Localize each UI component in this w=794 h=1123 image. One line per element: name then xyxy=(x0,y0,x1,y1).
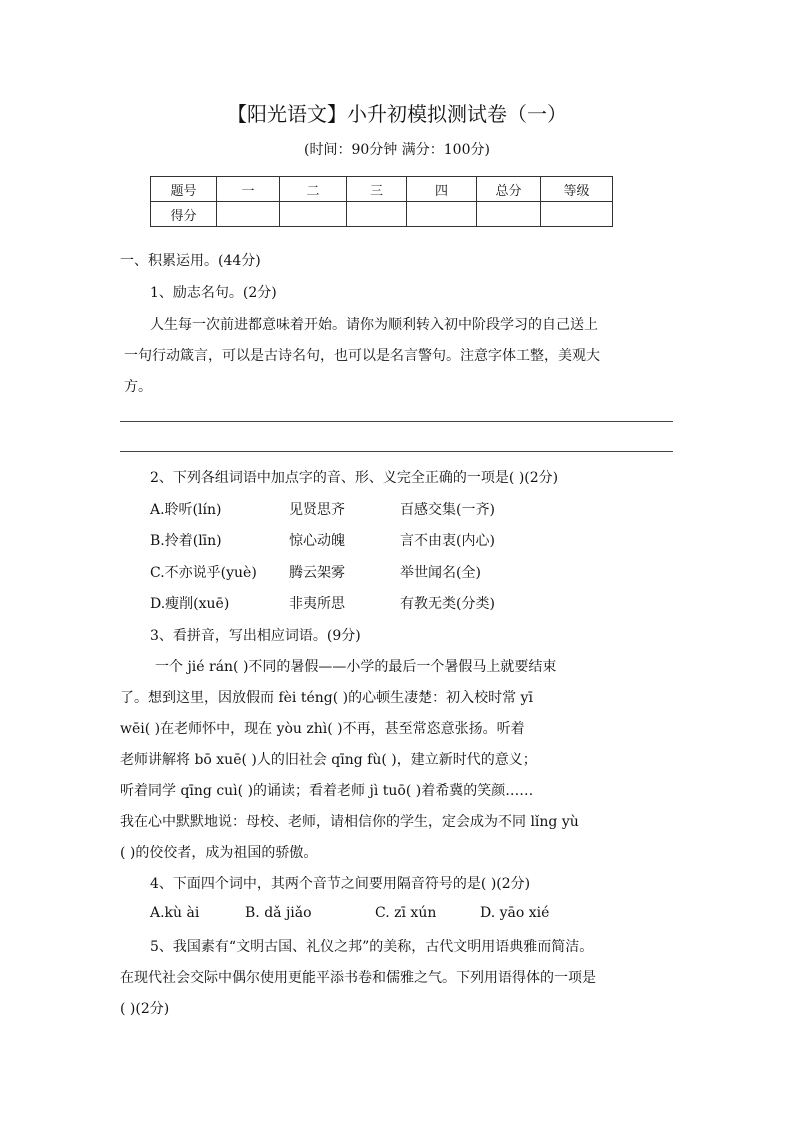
option-a-word-1: A.聆听(lín) xyxy=(150,502,222,518)
question-5-text: 5、我国素有“文明古国、礼仪之邦”的美称，古代文明用语典雅而简洁。 xyxy=(150,939,594,955)
question-5-text: 在现代社会交际中偶尔使用更能平添书卷和儒雅之气。下列用语得体的一项是 xyxy=(120,970,596,986)
option-a-word-3: 百感交集(一齐) xyxy=(400,502,495,518)
question-4-option-d: D. yāo xié xyxy=(480,905,550,921)
score-table-header-row xyxy=(151,177,613,202)
answer-line[interactable] xyxy=(120,451,673,452)
question-3-text: 了。想到这里，因放假而 fèi téng( )的心顿生凄楚：初入校时常 yī xyxy=(120,690,533,706)
score-table-score-row xyxy=(151,202,613,227)
section-heading: 一、积累运用。(44分) xyxy=(120,253,261,269)
score-cell[interactable] xyxy=(407,202,477,227)
option-d-word-1: D.瘦削(xuē) xyxy=(150,596,230,612)
question-1-title: 1、励志名句。(2分) xyxy=(150,285,277,301)
option-d-word-3: 有教无类(分类) xyxy=(400,596,495,612)
question-4-option-a: A.kù ài xyxy=(150,905,200,921)
score-cell[interactable] xyxy=(217,202,280,227)
question-3-text: 老师讲解将 bō xuē( )人的旧社会 qīng fù( )，建立新时代的意义； xyxy=(120,752,537,768)
question-4-title: 4、下面四个词中，其两个音节之间要用隔音符号的是( )(2分) xyxy=(150,876,531,892)
table-row-label: 得分 xyxy=(151,202,217,227)
table-header-cell: 题号 xyxy=(151,177,217,202)
question-3-text: 我在心中默默地说：母校、老师，请相信你的学生，定会成为不同 lǐng yù xyxy=(120,814,579,830)
table-header-cell: 等级 xyxy=(541,177,613,202)
option-c-word-1: C.不亦说乎(yuè) xyxy=(150,565,257,581)
table-header-cell: 二 xyxy=(280,177,347,202)
table-header-cell: 三 xyxy=(347,177,407,202)
score-table xyxy=(150,176,613,227)
table-header-cell: 一 xyxy=(217,177,280,202)
question-4-option-c: C. zī xún xyxy=(375,905,437,921)
option-a-word-2: 见贤思齐 xyxy=(289,502,345,518)
score-cell[interactable] xyxy=(280,202,347,227)
option-c-word-3: 举世闻名(全) xyxy=(400,565,481,581)
option-b-word-3: 言不由衷(内心) xyxy=(400,533,495,549)
question-1-text: 方。 xyxy=(124,379,152,395)
question-3-text: 听着同学 qīng cuì( )的诵读；看着老师 jì tuō( )着希冀的笑颜…… xyxy=(120,783,534,799)
table-header-cell: 总分 xyxy=(477,177,541,202)
option-c-word-2: 腾云架雾 xyxy=(289,565,345,581)
question-3-text: wēi( )在老师怀中，现在 yòu zhì( )不再，甚至常恣意张扬。听着 xyxy=(120,721,525,737)
question-1-text: 一句行动箴言，可以是古诗名句，也可以是名言警句。注意字体工整，美观大 xyxy=(124,348,600,364)
answer-line[interactable] xyxy=(120,421,673,422)
question-3-text: 一个 jié rán( )不同的暑假——小学的最后一个暑假马上就要结束 xyxy=(155,659,557,675)
question-1-text: 人生每一次前进都意味着开始。请你为顺利转入初中阶段学习的自己送上 xyxy=(150,317,598,333)
option-d-word-2: 非夷所思 xyxy=(289,596,345,612)
question-3-text: ( )的佼佼者，成为祖国的骄傲。 xyxy=(120,845,318,861)
option-b-word-2: 惊心动魄 xyxy=(289,533,345,549)
page-title: 【阳光语文】小升初模拟测试卷（一） xyxy=(227,102,567,126)
question-5-text: ( )(2分) xyxy=(120,1001,170,1017)
score-cell[interactable] xyxy=(347,202,407,227)
question-4-option-b: B. dǎ jiǎo xyxy=(245,905,312,921)
table-header-cell: 四 xyxy=(407,177,477,202)
question-2-title: 2、下列各组词语中加点字的音、形、义完全正确的一项是( )(2分) xyxy=(150,470,559,486)
score-cell[interactable] xyxy=(477,202,541,227)
score-cell[interactable] xyxy=(541,202,613,227)
option-b-word-1: B.拎着(līn) xyxy=(150,533,222,549)
exam-time-score: (时间：90分钟 满分：100分) xyxy=(304,142,490,158)
question-3-title: 3、看拼音，写出相应词语。(9分) xyxy=(150,628,361,644)
